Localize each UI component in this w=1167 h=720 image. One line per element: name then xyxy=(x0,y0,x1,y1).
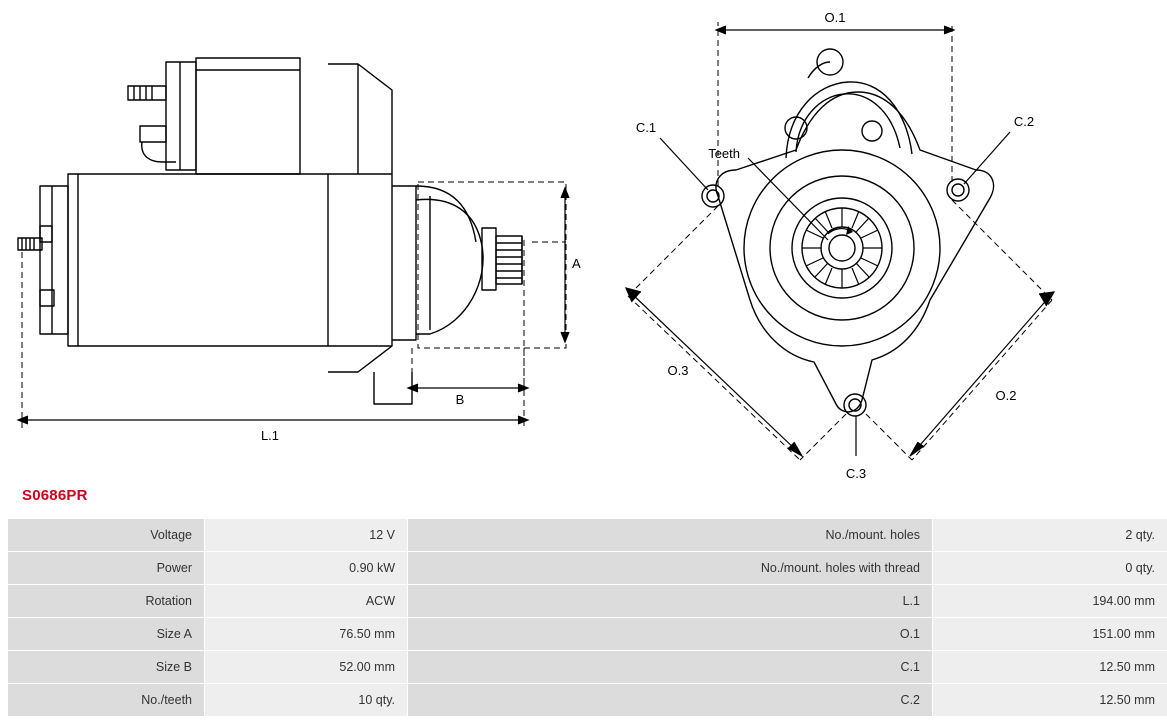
spec-label: No./teeth xyxy=(8,684,205,717)
spec-label: Size A xyxy=(8,618,205,651)
dimension-label-l1: L.1 xyxy=(260,428,280,443)
spec-value: 2 qty. xyxy=(933,519,1167,552)
spec-label: Power xyxy=(8,552,205,585)
dimension-label-c2: C.2 xyxy=(1013,114,1035,129)
spec-label: C.1 xyxy=(408,651,933,684)
spec-value: 10 qty. xyxy=(205,684,408,717)
dimension-label-o3: O.3 xyxy=(667,363,689,378)
spec-label: O.1 xyxy=(408,618,933,651)
spec-label: Voltage xyxy=(8,519,205,552)
dimension-label-o2: O.2 xyxy=(995,388,1017,403)
table-row xyxy=(8,618,1167,651)
dimension-label-b: B xyxy=(455,392,465,407)
dimension-label-c3: C.3 xyxy=(845,466,867,481)
spec-label: Size B xyxy=(8,651,205,684)
spec-value: ACW xyxy=(205,585,408,618)
table-row xyxy=(8,552,1167,585)
spec-value: 52.00 mm xyxy=(205,651,408,684)
spec-label: Rotation xyxy=(8,585,205,618)
spec-value: 0 qty. xyxy=(933,552,1167,585)
spec-value: 194.00 mm xyxy=(933,585,1167,618)
part-number-title: S0686PR xyxy=(22,487,88,504)
spec-value: 12.50 mm xyxy=(933,651,1167,684)
dimension-label-a: A xyxy=(572,256,581,271)
specifications-table xyxy=(8,518,1167,717)
spec-value: 0.90 kW xyxy=(205,552,408,585)
spec-value: 12.50 mm xyxy=(933,684,1167,717)
spec-label: No./mount. holes with thread xyxy=(408,552,933,585)
table-row xyxy=(8,519,1167,552)
spec-label: No./mount. holes xyxy=(408,519,933,552)
spec-value: 76.50 mm xyxy=(205,618,408,651)
table-row xyxy=(8,651,1167,684)
starter-front-view-drawing xyxy=(600,0,1080,480)
spec-value: 12 V xyxy=(205,519,408,552)
table-row xyxy=(8,585,1167,618)
spec-label: L.1 xyxy=(408,585,933,618)
dimension-label-o1: O.1 xyxy=(824,10,846,25)
spec-value: 151.00 mm xyxy=(933,618,1167,651)
table-row xyxy=(8,684,1167,717)
dimension-label-c1: C.1 xyxy=(635,120,657,135)
starter-side-view-drawing xyxy=(0,0,600,480)
label-teeth: Teeth xyxy=(708,146,740,161)
spec-label: C.2 xyxy=(408,684,933,717)
